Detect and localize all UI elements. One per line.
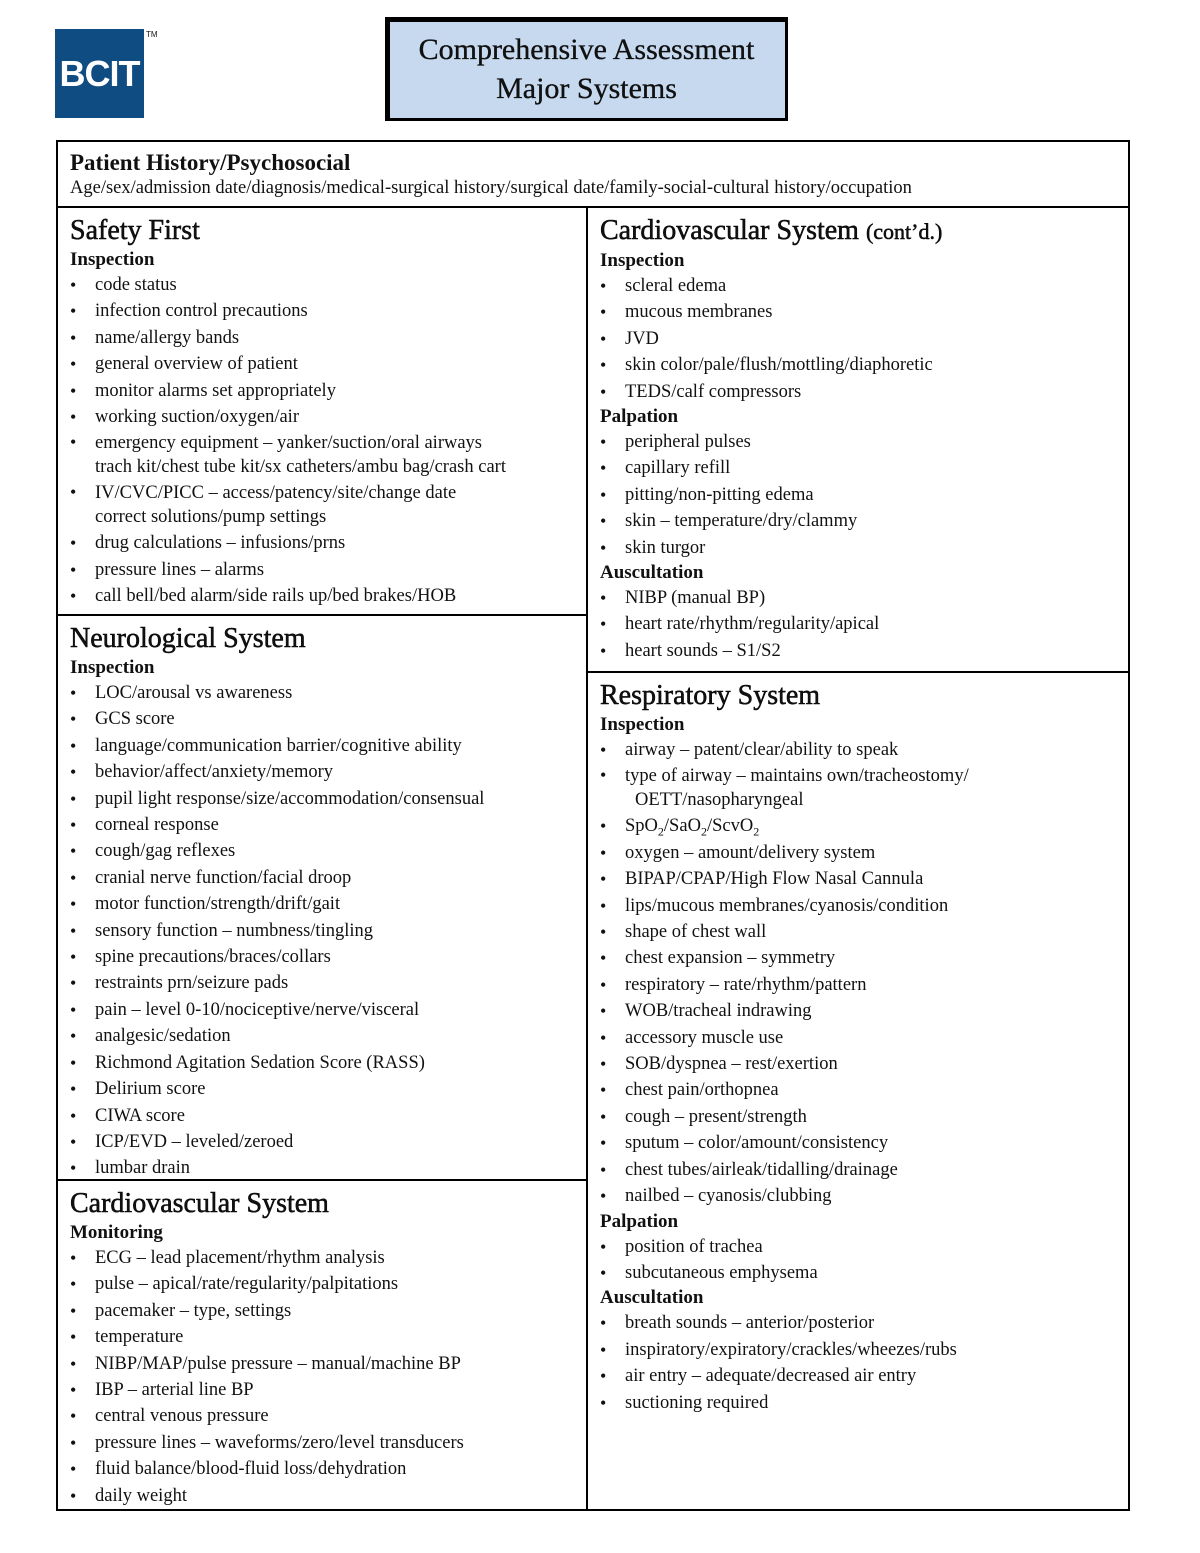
list-item: • ECG – lead placement/rhythm analysis bbox=[70, 1245, 576, 1271]
list-item-line: • emergency equipment – yanker/suction/oral airways bbox=[95, 433, 483, 454]
resp-inspection-heading: Inspection bbox=[600, 714, 685, 735]
list-item: • CIWA score bbox=[70, 1103, 576, 1129]
safety-first-section bbox=[58, 208, 586, 616]
list-item: • LOC/arousal vs awareness bbox=[70, 680, 576, 706]
list-item: • GCS score bbox=[70, 706, 576, 732]
cardio2-inspection-heading: Inspection bbox=[600, 250, 685, 271]
trademark-mark: TM bbox=[146, 30, 158, 39]
list-item-line: • IV/CVC/PICC – access/patency/site/change date bbox=[95, 483, 457, 504]
list-item: • Delirium score bbox=[70, 1076, 576, 1102]
list-item: • airway – patent/clear/ability to speak bbox=[600, 737, 1118, 763]
list-item-continuation: OETT/nasopharyngeal bbox=[635, 790, 804, 811]
list-item: • skin color/pale/flush/mottling/diaphoretic bbox=[600, 352, 1118, 378]
list-item: • accessory muscle use bbox=[600, 1025, 1118, 1051]
list-item: • pain – level 0-10/nociceptive/nerve/visceral bbox=[70, 997, 576, 1023]
safety-list bbox=[70, 272, 576, 610]
list-item: • breath sounds – anterior/posterior bbox=[600, 1310, 1118, 1336]
list-item: • cough – present/strength bbox=[600, 1104, 1118, 1130]
list-item: • sensory function – numbness/tingling bbox=[70, 918, 576, 944]
list-item: • chest expansion – symmetry bbox=[600, 945, 1118, 971]
list-item: • central venous pressure bbox=[70, 1403, 576, 1429]
list-item: • JVD bbox=[600, 326, 1118, 352]
patient-history-heading: Patient History/Psychosocial bbox=[70, 150, 351, 175]
list-item: • pressure lines – alarms bbox=[70, 557, 576, 583]
list-item: • chest tubes/airleak/tidalling/drainage bbox=[600, 1157, 1118, 1183]
list-item: • drug calculations – infusions/prns bbox=[70, 530, 576, 556]
list-item: • oxygen – amount/delivery system bbox=[600, 840, 1118, 866]
list-item: • WOB/tracheal indrawing bbox=[600, 998, 1118, 1024]
list-item: • BIPAP/CPAP/High Flow Nasal Cannula bbox=[600, 866, 1118, 892]
list-item: • sputum – color/amount/consistency bbox=[600, 1130, 1118, 1156]
list-item: • scleral edema bbox=[600, 273, 1118, 299]
cardiovascular-title: Cardiovascular System bbox=[70, 1188, 329, 1219]
list-item bbox=[70, 480, 576, 530]
document-title-box bbox=[385, 17, 788, 121]
cardio-list bbox=[70, 1245, 576, 1509]
cardio2-auscultation-list bbox=[600, 585, 1118, 664]
list-item-continuation: correct solutions/pump settings bbox=[95, 507, 327, 528]
neurological-title: Neurological System bbox=[70, 623, 306, 654]
list-item-line: • type of airway – maintains own/tracheostomy/ bbox=[625, 766, 969, 787]
list-item: • pulse – apical/rate/regularity/palpitations bbox=[70, 1271, 576, 1297]
list-item: • infection control precautions bbox=[70, 298, 576, 324]
list-item: • general overview of patient bbox=[70, 351, 576, 377]
safety-inspection-heading: Inspection bbox=[70, 249, 155, 270]
list-item: • working suction/oxygen/air bbox=[70, 404, 576, 430]
assessment-sheet bbox=[56, 140, 1130, 1511]
cardio2-title-suffix: (cont’d.) bbox=[865, 219, 943, 244]
resp-palpation-heading: Palpation bbox=[600, 1210, 679, 1232]
list-item: • cough/gag reflexes bbox=[70, 838, 576, 864]
list-item: • Richmond Agitation Sedation Score (RASS) bbox=[70, 1050, 576, 1076]
list-item: • monitor alarms set appropriately bbox=[70, 378, 576, 404]
cardio2-auscultation-heading: Auscultation bbox=[600, 562, 704, 584]
cardio2-palpation-list bbox=[600, 429, 1118, 561]
list-item: • heart rate/rhythm/regularity/apical bbox=[600, 611, 1118, 637]
list-item: • pitting/non-pitting edema bbox=[600, 482, 1118, 508]
list-item: • heart sounds – S1/S2 bbox=[600, 638, 1118, 664]
list-item: • respiratory – rate/rhythm/pattern bbox=[600, 972, 1118, 998]
list-item bbox=[600, 763, 1118, 813]
list-item: • suctioning required bbox=[600, 1390, 1118, 1416]
list-item: • NIBP/MAP/pulse pressure – manual/machine BP bbox=[70, 1351, 576, 1377]
list-item bbox=[70, 430, 576, 480]
list-item: • air entry – adequate/decreased air entry bbox=[600, 1363, 1118, 1389]
list-item: • lumbar drain bbox=[70, 1155, 576, 1181]
list-item: • mucous membranes bbox=[600, 299, 1118, 325]
list-item: • language/communication barrier/cognitive ability bbox=[70, 733, 576, 759]
cardio2-palpation-heading: Palpation bbox=[600, 406, 679, 428]
list-item: • pacemaker – type, settings bbox=[70, 1298, 576, 1324]
list-item: • shape of chest wall bbox=[600, 919, 1118, 945]
list-item: • position of trachea bbox=[600, 1234, 1118, 1260]
list-item: • name/allergy bands bbox=[70, 325, 576, 351]
list-item: • daily weight bbox=[70, 1483, 576, 1509]
list-item: • SpO$_2$/SaO$_2$/ScvO$_2$ bbox=[600, 813, 1118, 839]
list-item: • corneal response bbox=[70, 812, 576, 838]
cardiovascular-contd-title bbox=[600, 214, 1118, 249]
safety-first-title: Safety First bbox=[70, 215, 200, 246]
list-item: • chest pain/orthopnea bbox=[600, 1077, 1118, 1103]
patient-history-text: Age/sex/admission date/diagnosis/medical-surgical history/surgical date/family-social-cultural history/occupation bbox=[70, 178, 912, 198]
patient-history-section bbox=[58, 142, 1128, 208]
resp-inspection-list bbox=[600, 737, 1118, 1210]
respiratory-title: Respiratory System bbox=[600, 680, 821, 711]
list-item: • skin turgor bbox=[600, 535, 1118, 561]
list-item: • capillary refill bbox=[600, 455, 1118, 481]
list-item: • subcutaneous emphysema bbox=[600, 1260, 1118, 1286]
list-item: • spine precautions/braces/collars bbox=[70, 944, 576, 970]
list-item: • SOB/dyspnea – rest/exertion bbox=[600, 1051, 1118, 1077]
list-item: • code status bbox=[70, 272, 576, 298]
respiratory-section bbox=[588, 673, 1128, 1509]
resp-auscultation-heading: Auscultation bbox=[600, 1287, 704, 1309]
list-item: • NIBP (manual BP) bbox=[600, 585, 1118, 611]
right-column bbox=[588, 208, 1128, 1509]
list-item: • skin – temperature/dry/clammy bbox=[600, 508, 1118, 534]
list-item: • cranial nerve function/facial droop bbox=[70, 865, 576, 891]
list-item: • analgesic/sedation bbox=[70, 1023, 576, 1049]
neuro-list bbox=[70, 680, 576, 1182]
cardiovascular-contd-section bbox=[588, 208, 1128, 673]
list-item: • temperature bbox=[70, 1324, 576, 1350]
list-item: • ICP/EVD – leveled/zeroed bbox=[70, 1129, 576, 1155]
list-item: • pressure lines – waveforms/zero/level transducers bbox=[70, 1430, 576, 1456]
resp-auscultation-list bbox=[600, 1310, 1118, 1416]
list-item: • motor function/strength/drift/gait bbox=[70, 891, 576, 917]
cardio-monitoring-heading: Monitoring bbox=[70, 1222, 163, 1243]
list-item: • peripheral pulses bbox=[600, 429, 1118, 455]
list-item: • restraints prn/seizure pads bbox=[70, 970, 576, 996]
neurological-section bbox=[58, 616, 586, 1181]
cardiovascular-section bbox=[58, 1181, 586, 1509]
list-item: • call bell/bed alarm/side rails up/bed brakes/HOB bbox=[70, 583, 576, 609]
list-item: • pupil light response/size/accommodation/consensual bbox=[70, 786, 576, 812]
list-item: • fluid balance/blood-fluid loss/dehydration bbox=[70, 1456, 576, 1482]
list-item: • TEDS/calf compressors bbox=[600, 379, 1118, 405]
left-column bbox=[58, 208, 588, 1509]
list-item: • behavior/affect/anxiety/memory bbox=[70, 759, 576, 785]
title-line-2: Major Systems bbox=[496, 72, 677, 105]
cardio2-title-main: Cardiovascular System bbox=[600, 215, 859, 246]
cardio2-inspection-list bbox=[600, 273, 1118, 405]
title-line-1: Comprehensive Assessment bbox=[418, 33, 755, 66]
list-item: • lips/mucous membranes/cyanosis/condition bbox=[600, 893, 1118, 919]
list-item: • nailbed – cyanosis/clubbing bbox=[600, 1183, 1118, 1209]
resp-palpation-list bbox=[600, 1234, 1118, 1287]
list-item: • IBP – arterial line BP bbox=[70, 1377, 576, 1403]
neuro-inspection-heading: Inspection bbox=[70, 657, 155, 678]
list-item: • inspiratory/expiratory/crackles/wheezes/rubs bbox=[600, 1337, 1118, 1363]
list-item-continuation: trach kit/chest tube kit/sx catheters/ambu bag/crash cart bbox=[95, 457, 506, 478]
logo-text: BCIT bbox=[59, 52, 140, 94]
bcit-logo bbox=[55, 29, 144, 118]
